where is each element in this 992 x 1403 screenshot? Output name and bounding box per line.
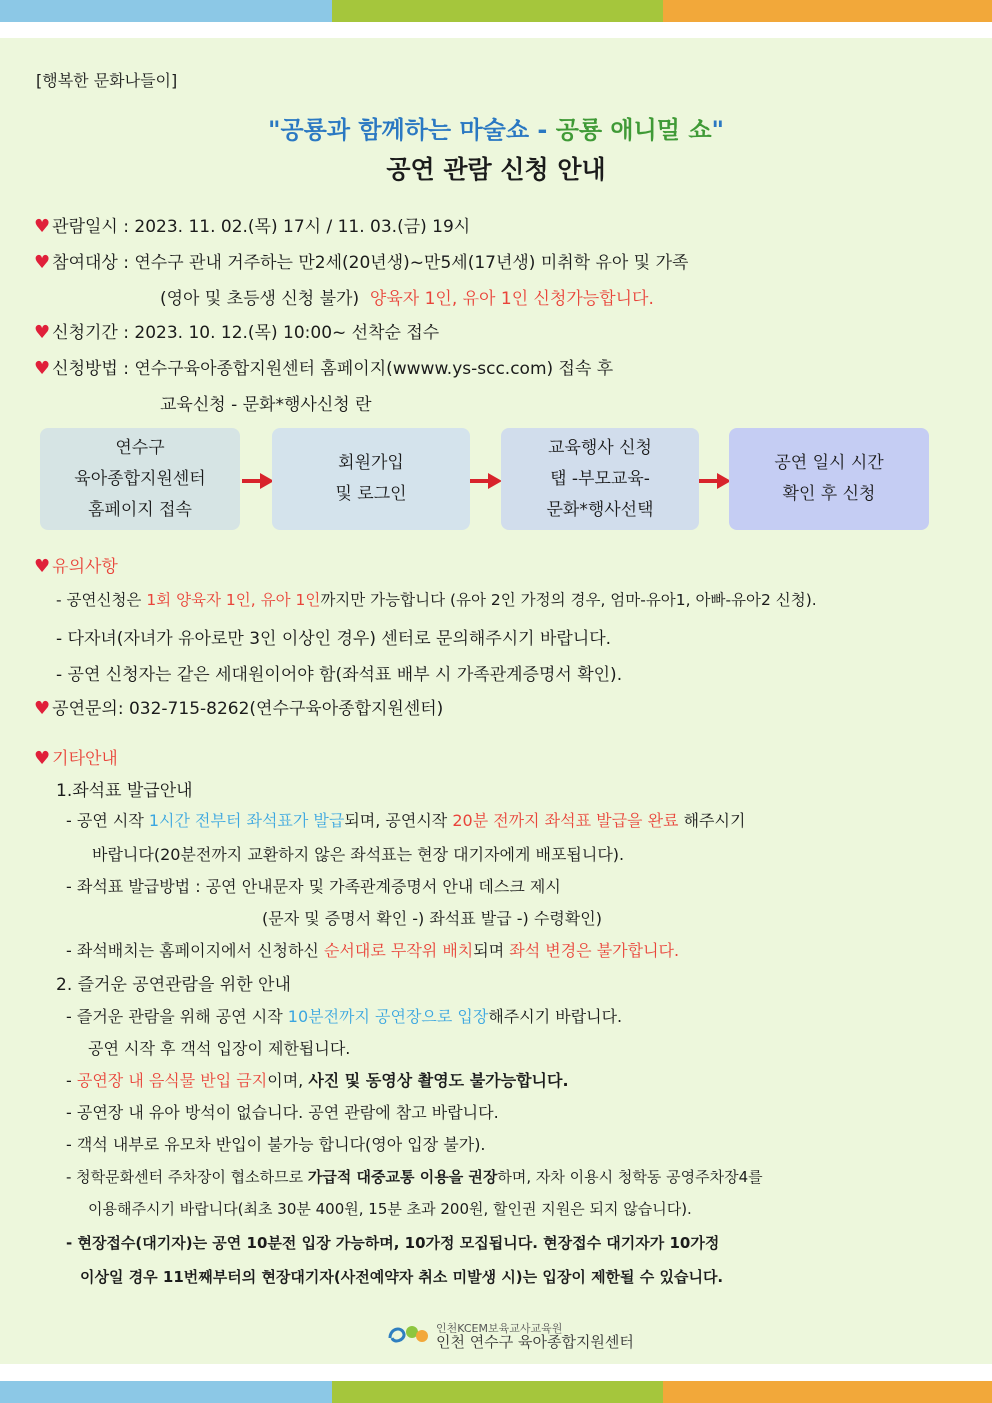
enjoy-line-2: 공연 시작 후 객석 입장이 제한됩니다. (88, 1039, 351, 1058)
info-target: ♥ 참여대상 : 연수구 관내 거주하는 만2세(20년생)~만5세(17년생) 미취학 유아 및 가족 (34, 252, 689, 273)
seat-line-2: 바랍니다(20분전까지 교환하지 않은 좌석표는 현장 대기자에게 배포됩니다). (92, 845, 625, 864)
enjoy-line-4: - 공연장 내 유아 방석이 없습니다. 공연 관람에 참고 바랍니다. (66, 1103, 499, 1122)
seat-line-3: - 좌석표 발급방법 : 공연 안내문자 및 가족관계증명서 안내 데스크 제시 (66, 877, 561, 896)
heart-icon: ♥ (34, 748, 51, 769)
page-title: "공룡과 함께하는 마술쇼 - 공룡 애니멀 쇼" (267, 116, 725, 144)
logo-icon (386, 1322, 430, 1348)
enjoy-section-title: 2. 즐거운 공연관람을 위한 안내 (56, 975, 291, 995)
series-label: [행복한 문화나들이] (36, 71, 178, 90)
seat-line-5: - 좌석배치는 홈페이지에서 신청하신 순서대로 무작위 배치되며 좌석 변경은 불가합니다. (66, 941, 680, 960)
arrow-right-icon (242, 472, 274, 490)
enjoy-line-6: - 청학문화센터 주차장이 협소하므로 가급적 대중교통 이용을 권장하며, 자차 이용시 청학동 공영주차장4를 (66, 1168, 763, 1186)
etc-title: ♥ 기타안내 (34, 748, 118, 769)
arrow-right-icon (699, 472, 731, 490)
contact-line: ♥ 공연문의: 032-715-8262(연수구육아종합지원센터) (34, 698, 444, 719)
heart-icon: ♥ (34, 556, 51, 577)
caution-line-3: - 공연 신청자는 같은 세대원이어야 함(좌석표 배부 시 가족관계증명서 확인). (56, 665, 623, 685)
caution-line-1: - 공연신청은 1회 양육자 1인, 유아 1인까지만 가능합니다 (유아 2인 가정의 경우, 엄마-유아1, 아빠-유아2 신청). (56, 591, 817, 609)
info-method: ♥ 신청방법 : 연수구육아종합지원센터 홈페이지(wwww.ys-scc.com) 접속 후 (34, 358, 614, 379)
enjoy-line-3: - 공연장 내 음식물 반입 금지이며, 사진 및 동영상 촬영도 불가능합니다. (66, 1071, 569, 1090)
caution-line-2: - 다자녀(자녀가 유아로만 3인 이상인 경우) 센터로 문의해주시기 바랍니다. (56, 629, 612, 649)
heart-icon: ♥ (34, 358, 51, 379)
arrow-right-icon (470, 472, 502, 490)
info-period: ♥ 신청기간 : 2023. 10. 12.(목) 10:00~ 선착순 접수 (34, 322, 440, 343)
caution-title: ♥ 유의사항 (34, 556, 118, 577)
page-subtitle: 공연 관람 신청 안내 (386, 155, 606, 184)
heart-icon: ♥ (34, 252, 51, 273)
info-date: ♥ 관람일시 : 2023. 11. 02.(목) 17시 / 11. 03.(금) 19시 (34, 216, 471, 237)
seat-line-4: (문자 및 증명서 확인 -) 좌석표 발급 -) 수령확인) (262, 909, 602, 928)
bottom-color-stripe (0, 1381, 992, 1403)
step-box-2: 회원가입 및 로그인 (272, 428, 470, 530)
enjoy-line-9: 이상일 경우 11번째부터의 현장대기자(사전예약자 취소 미발생 시)는 입장이 제한될 수 있습니다. (80, 1268, 724, 1286)
top-color-stripe (0, 0, 992, 22)
enjoy-line-7: 이용해주시기 바랍니다(최초 30분 400원, 15분 초과 200원, 할인권 지원은 되지 않습니다). (88, 1200, 692, 1218)
info-target-note: (영아 및 초등생 신청 불가) 양육자 1인, 유아 1인 신청가능합니다. (160, 289, 654, 309)
step-box-1: 연수구 육아종합지원센터 홈페이지 접속 (40, 428, 240, 530)
enjoy-line-8: - 현장접수(대기자)는 공연 10분전 입장 가능하며, 10가정 모집됩니다. 현장접수 대기자가 10가정 (66, 1234, 720, 1252)
enjoy-line-1: - 즐거운 관람을 위해 공연 시작 10분전까지 공연장으로 입장해주시기 바랍니다. (66, 1007, 623, 1026)
seat-line-1: - 공연 시작 1시간 전부터 좌석표가 발급되며, 공연시작 20분 전까지 좌석표 발급을 완료 해주시기 (66, 811, 746, 830)
heart-icon: ♥ (34, 322, 51, 343)
step-box-3: 교육행사 신청 탭 -부모교육- 문화*행사선택 (501, 428, 699, 530)
seat-section-title: 1.좌석표 발급안내 (56, 781, 193, 801)
logo-subtext: 인천KCEM보육교사교육원 (436, 1322, 563, 1335)
heart-icon: ♥ (34, 698, 51, 719)
enjoy-line-5: - 객석 내부로 유모차 반입이 불가능 합니다(영아 입장 불가). (66, 1135, 486, 1154)
info-method-detail: 교육신청 - 문화*행사신청 란 (160, 395, 372, 415)
logo-text: 인천 연수구 육아종합지원센터 (436, 1333, 634, 1351)
heart-icon: ♥ (34, 216, 51, 237)
step-box-4: 공연 일시 시간 확인 후 신청 (729, 428, 929, 530)
